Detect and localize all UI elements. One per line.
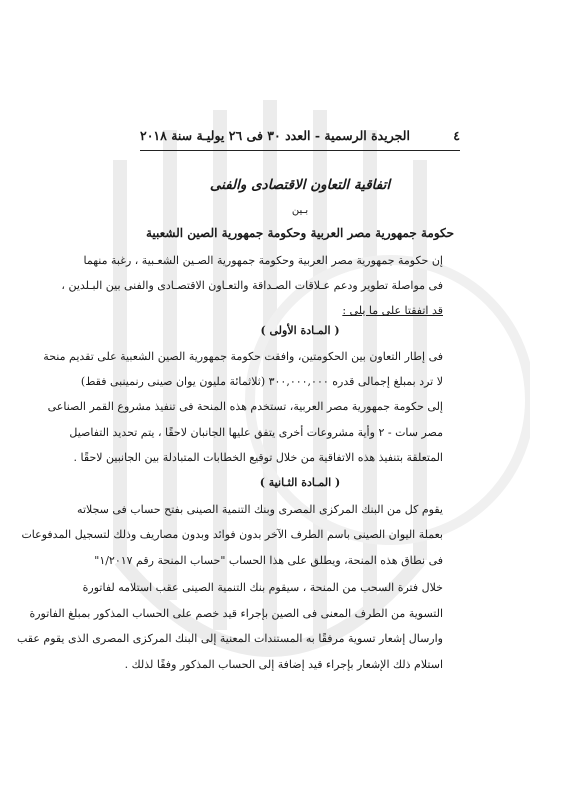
article-2-line: وارسال إشعار تسوية مرفقًا به المستندات المعنية إلى البنك المركزى المصرى الذى يقوم عقب (16, 632, 443, 645)
article-2-line: استلام ذلك الإشعار بإجراء قيد إضافة إلى الحساب المذكور وفقًا لذلك . (124, 658, 443, 671)
article-1-heading: ( المـادة الأولى ) (260, 324, 340, 337)
preamble-line: فى مواصلة تطوير ودعم عـلاقات الصـداقة والتعـاون الاقتصـادى والفنى بين البـلدين ، (61, 279, 443, 292)
article-1-line: مصر سات - ٢ وأية مشروعات أخرى يتفق عليها الجانبان لاحقًا ، يتم تحديد التفاصيل (69, 426, 443, 439)
article-1-line: فى إطار التعاون بين الحكومتين، وافقت حكومة جمهورية الصين الشعبية على تقديم منحة (43, 350, 443, 363)
article-2-line: بعملة اليوان الصينى باسم الطرف الآخر بدون فوائد وبدون مصاريف وذلك لتسجيل المدفوعات (21, 528, 443, 541)
header-divider (140, 150, 460, 151)
article-1-line: لا ترد بمبلغ إجمالى قدره ٣٠٠,٠٠٠,٠٠٠ (ثلاثمائة مليون يوان صينى رنمينبى فقط) (80, 375, 443, 388)
article-2-heading: ( المـادة الثـانية ) (259, 476, 341, 489)
publication-info: الجريدة الرسمية - العدد ٣٠ فى ٢٦ يوليـة سنة ٢٠١٨ (140, 128, 410, 143)
preamble-line: قد اتفقتا على ما يلى : (342, 304, 443, 317)
page-number: ٤ (453, 128, 460, 143)
preamble-line: إن حكومة جمهورية مصر العربية وحكومة جمهورية الصـين الشعـبية ، رغبة منهما (83, 254, 443, 267)
article-1-line: المتعلقة بتنفيذ هذه الاتفاقية من خلال توقيع الخطابات المتبادلة بين الجانبين لاحقًا . (73, 451, 443, 464)
article-2-line: فى نطاق هذه المنحة، ويطلق على هذا الحساب "حساب المنحة رقم ١/٢٠١٧" (94, 554, 443, 567)
agreement-parties: حكومة جمهورية مصر العربية وحكومة جمهورية الصين الشعبية (145, 226, 455, 240)
article-2-line: خلال فترة السحب من المنحة ، سيقوم بنك التنمية الصينى عقب استلامه لفاتورة (82, 581, 443, 594)
article-2-line: يقوم كل من البنك المركزى المصرى وبنك التنمية الصينى بفتح حساب فى سجلاته (77, 503, 443, 516)
between-word: بـين (291, 205, 309, 216)
article-2-line: التسوية من الطرف المعنى فى الصين بإجراء قيد خصم على الحساب المذكور بمبلغ الفاتورة (29, 607, 443, 620)
agreement-title: اتفاقية التعاون الاقتصادى والفنى (209, 177, 391, 193)
article-1-line: إلى حكومة جمهورية مصر العربية، تستخدم هذه المنحة فى تنفيذ مشروع القمر الصناعى (47, 400, 443, 413)
